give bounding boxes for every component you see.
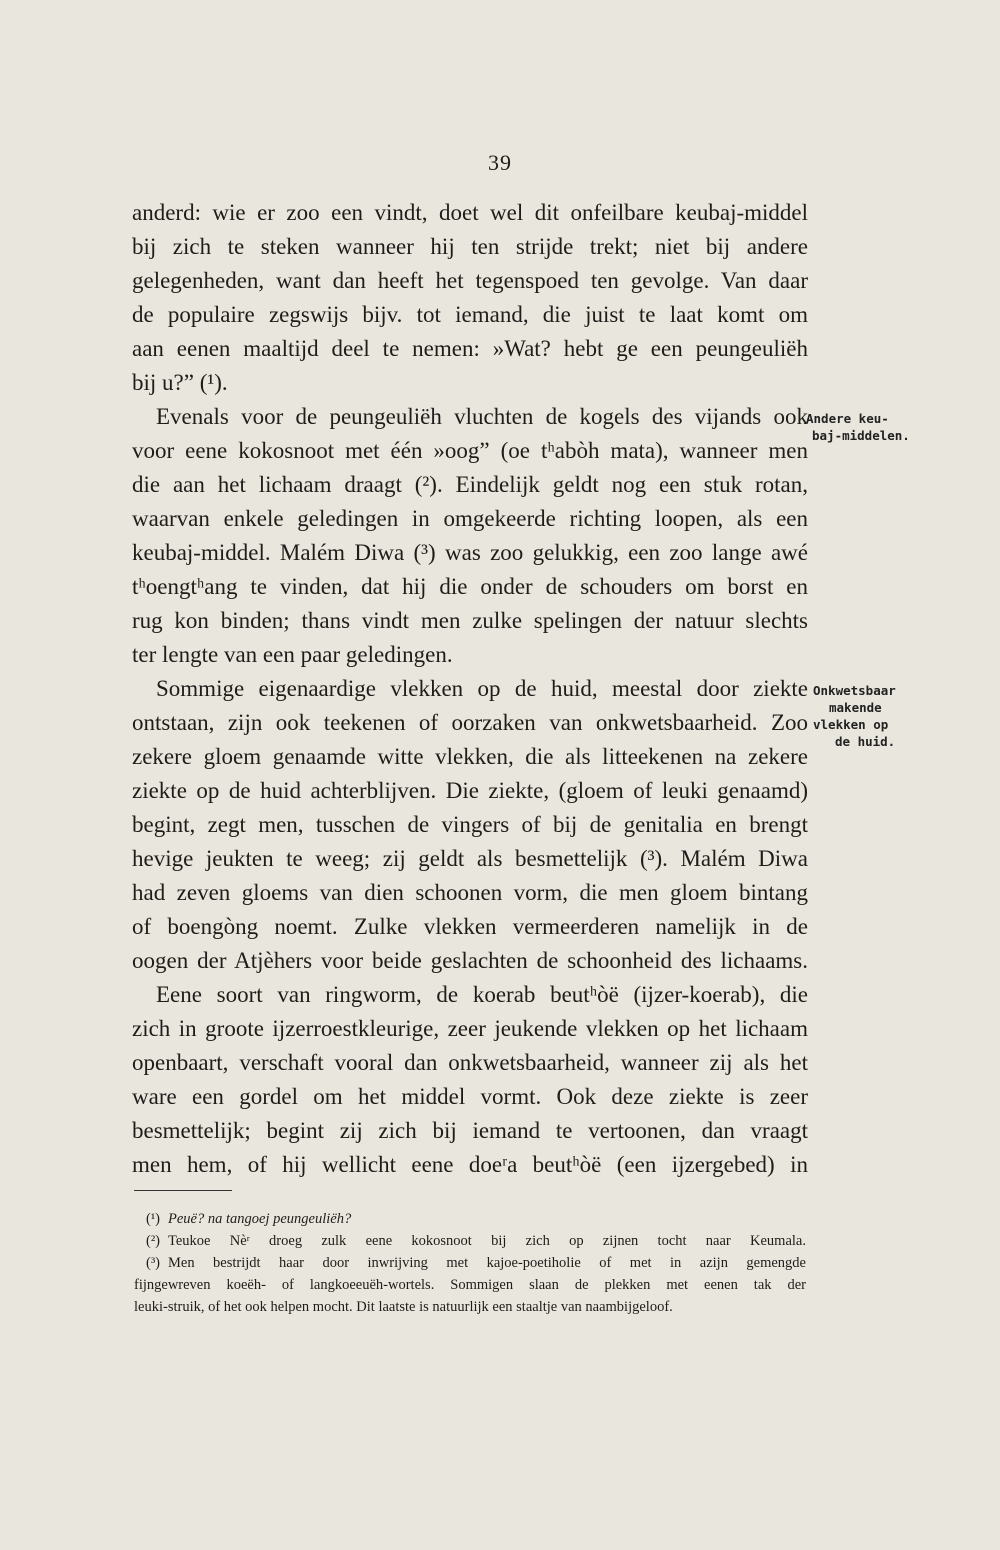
footnote-divider <box>134 1190 232 1191</box>
body-text <box>132 196 808 1182</box>
text-line: hevige jeukten te weeg; zij geldt als besmettelijk (³). Malém Diwa <box>132 846 808 871</box>
footnote <box>134 1230 806 1252</box>
margin-note-line: de huid. <box>835 734 896 749</box>
text-line: openbaart, verschaft vooral dan onkwetsbaarheid, wanneer zij als het <box>132 1050 808 1075</box>
margin-note-line: baj-middelen. <box>812 428 910 443</box>
text-line: had zeven gloems van dien schoonen vorm, die men gloem bintang <box>132 880 808 905</box>
text-line: of boengòng noemt. Zulke vlekken vermeerderen namelijk in de <box>132 914 808 939</box>
text-line: anderd: wie er zoo een vindt, doet wel dit onfeilbare keubaj-middel <box>132 200 808 225</box>
text-line: rug kon binden; thans vindt men zulke spelingen der natuur slechts <box>132 608 808 633</box>
text-line: de populaire zegswijs bijv. tot iemand, die juist te laat komt om <box>132 302 808 327</box>
text-line: zich in groote ijzerroestkleurige, zeer jeukende vlekken op het lichaam <box>132 1016 808 1041</box>
text-line: keubaj-middel. Malém Diwa (³) was zoo gelukkig, een zoo lange awé <box>132 540 808 565</box>
text-line: gelegenheden, want dan heeft het tegenspoed ten gevolge. Van daar <box>132 268 808 293</box>
text-line: tʰoengtʰang te vinden, dat hij die onder de schouders om borst en <box>132 574 808 599</box>
margin-note-onkwetsbaar-vlekken <box>813 682 896 750</box>
text-line: zekere gloem genaamde witte vlekken, die als litteekenen na zekere <box>132 744 808 769</box>
margin-note-andere-keubaj-middelen <box>806 410 910 444</box>
margin-note-line: makende <box>829 700 882 715</box>
footnote-text: Teukoe Nèʳ droeg zulk eene kokosnoot bij zich op zijnen tocht naar Keumala. <box>168 1233 806 1249</box>
text-line: bij zich te steken wanneer hij ten strijde trekt; niet bij andere <box>132 234 808 259</box>
margin-note-line: vlekken op <box>813 717 889 732</box>
text-line: men hem, of hij wellicht eene doeʳa beutʰòë (een ijzergebed) in <box>132 1152 808 1177</box>
text-line: oogen der Atjèhers voor beide geslachten de schoonheid des lichaams. <box>132 948 808 973</box>
footnote-mark: (²) <box>146 1233 161 1249</box>
margin-note-line: Andere keu- <box>806 411 889 426</box>
text-line: besmettelijk; begint zij zich bij iemand te vertoonen, dan vraagt <box>132 1118 808 1143</box>
text-line: waarvan enkele geledingen in omgekeerde richting loopen, als een <box>132 506 808 531</box>
footnotes <box>134 1208 806 1318</box>
footnote-text: fijngewreven koeëh- of langkoeeuëh-wortels. Sommigen slaan de plekken met eenen tak der <box>134 1277 806 1293</box>
text-line: Eene soort van ringworm, de koerab beutʰòë (ijzer-koerab), die <box>156 982 808 1007</box>
text-line: ter lengte van een paar geledingen. <box>132 642 453 667</box>
footnote-text: Peuë? na tangoej peungeuliëh? <box>168 1211 352 1227</box>
footnote <box>134 1252 806 1274</box>
text-line: ontstaan, zijn ook teekenen of oorzaken van onkwetsbaarheid. Zoo <box>132 710 808 735</box>
footnote-mark: (³) <box>146 1255 161 1271</box>
text-line: voor eene kokosnoot met één »oog” (oe tʰabòh mata), wanneer men <box>132 438 808 463</box>
footnote <box>134 1296 806 1318</box>
text-line: aan eenen maaltijd deel te nemen: »Wat? hebt ge een peungeuliëh <box>132 336 808 361</box>
page-number: 39 <box>488 150 512 175</box>
margin-note-line: Onkwetsbaar <box>813 683 896 698</box>
footnote <box>134 1208 806 1230</box>
text-line: die aan het lichaam draagt (²). Eindelijk geldt nog een stuk rotan, <box>132 472 808 497</box>
footnote <box>134 1274 806 1296</box>
text-line: bij u?” (¹). <box>132 370 228 395</box>
text-line: ware een gordel om het middel vormt. Ook deze ziekte is zeer <box>132 1084 808 1109</box>
text-line: begint, zegt men, tusschen de vingers of bij de genitalia en brengt <box>132 812 808 837</box>
footnote-mark: (¹) <box>146 1211 161 1227</box>
footnote-text: Men bestrijdt haar door inwrijving met kajoe-poetiholie of met in azijn gemengde <box>168 1255 806 1271</box>
text-line: ziekte op de huid achterblijven. Die ziekte, (gloem of leuki genaamd) <box>132 778 808 803</box>
text-line: Evenals voor de peungeuliëh vluchten de kogels des vijands ook <box>156 404 808 429</box>
footnote-text: leuki-struik, of het ook helpen mocht. Dit laatste is natuurlijk een staaltje van naambijgeloof. <box>134 1299 673 1315</box>
text-line: Sommige eigenaardige vlekken op de huid, meestal door ziekte <box>156 676 808 701</box>
